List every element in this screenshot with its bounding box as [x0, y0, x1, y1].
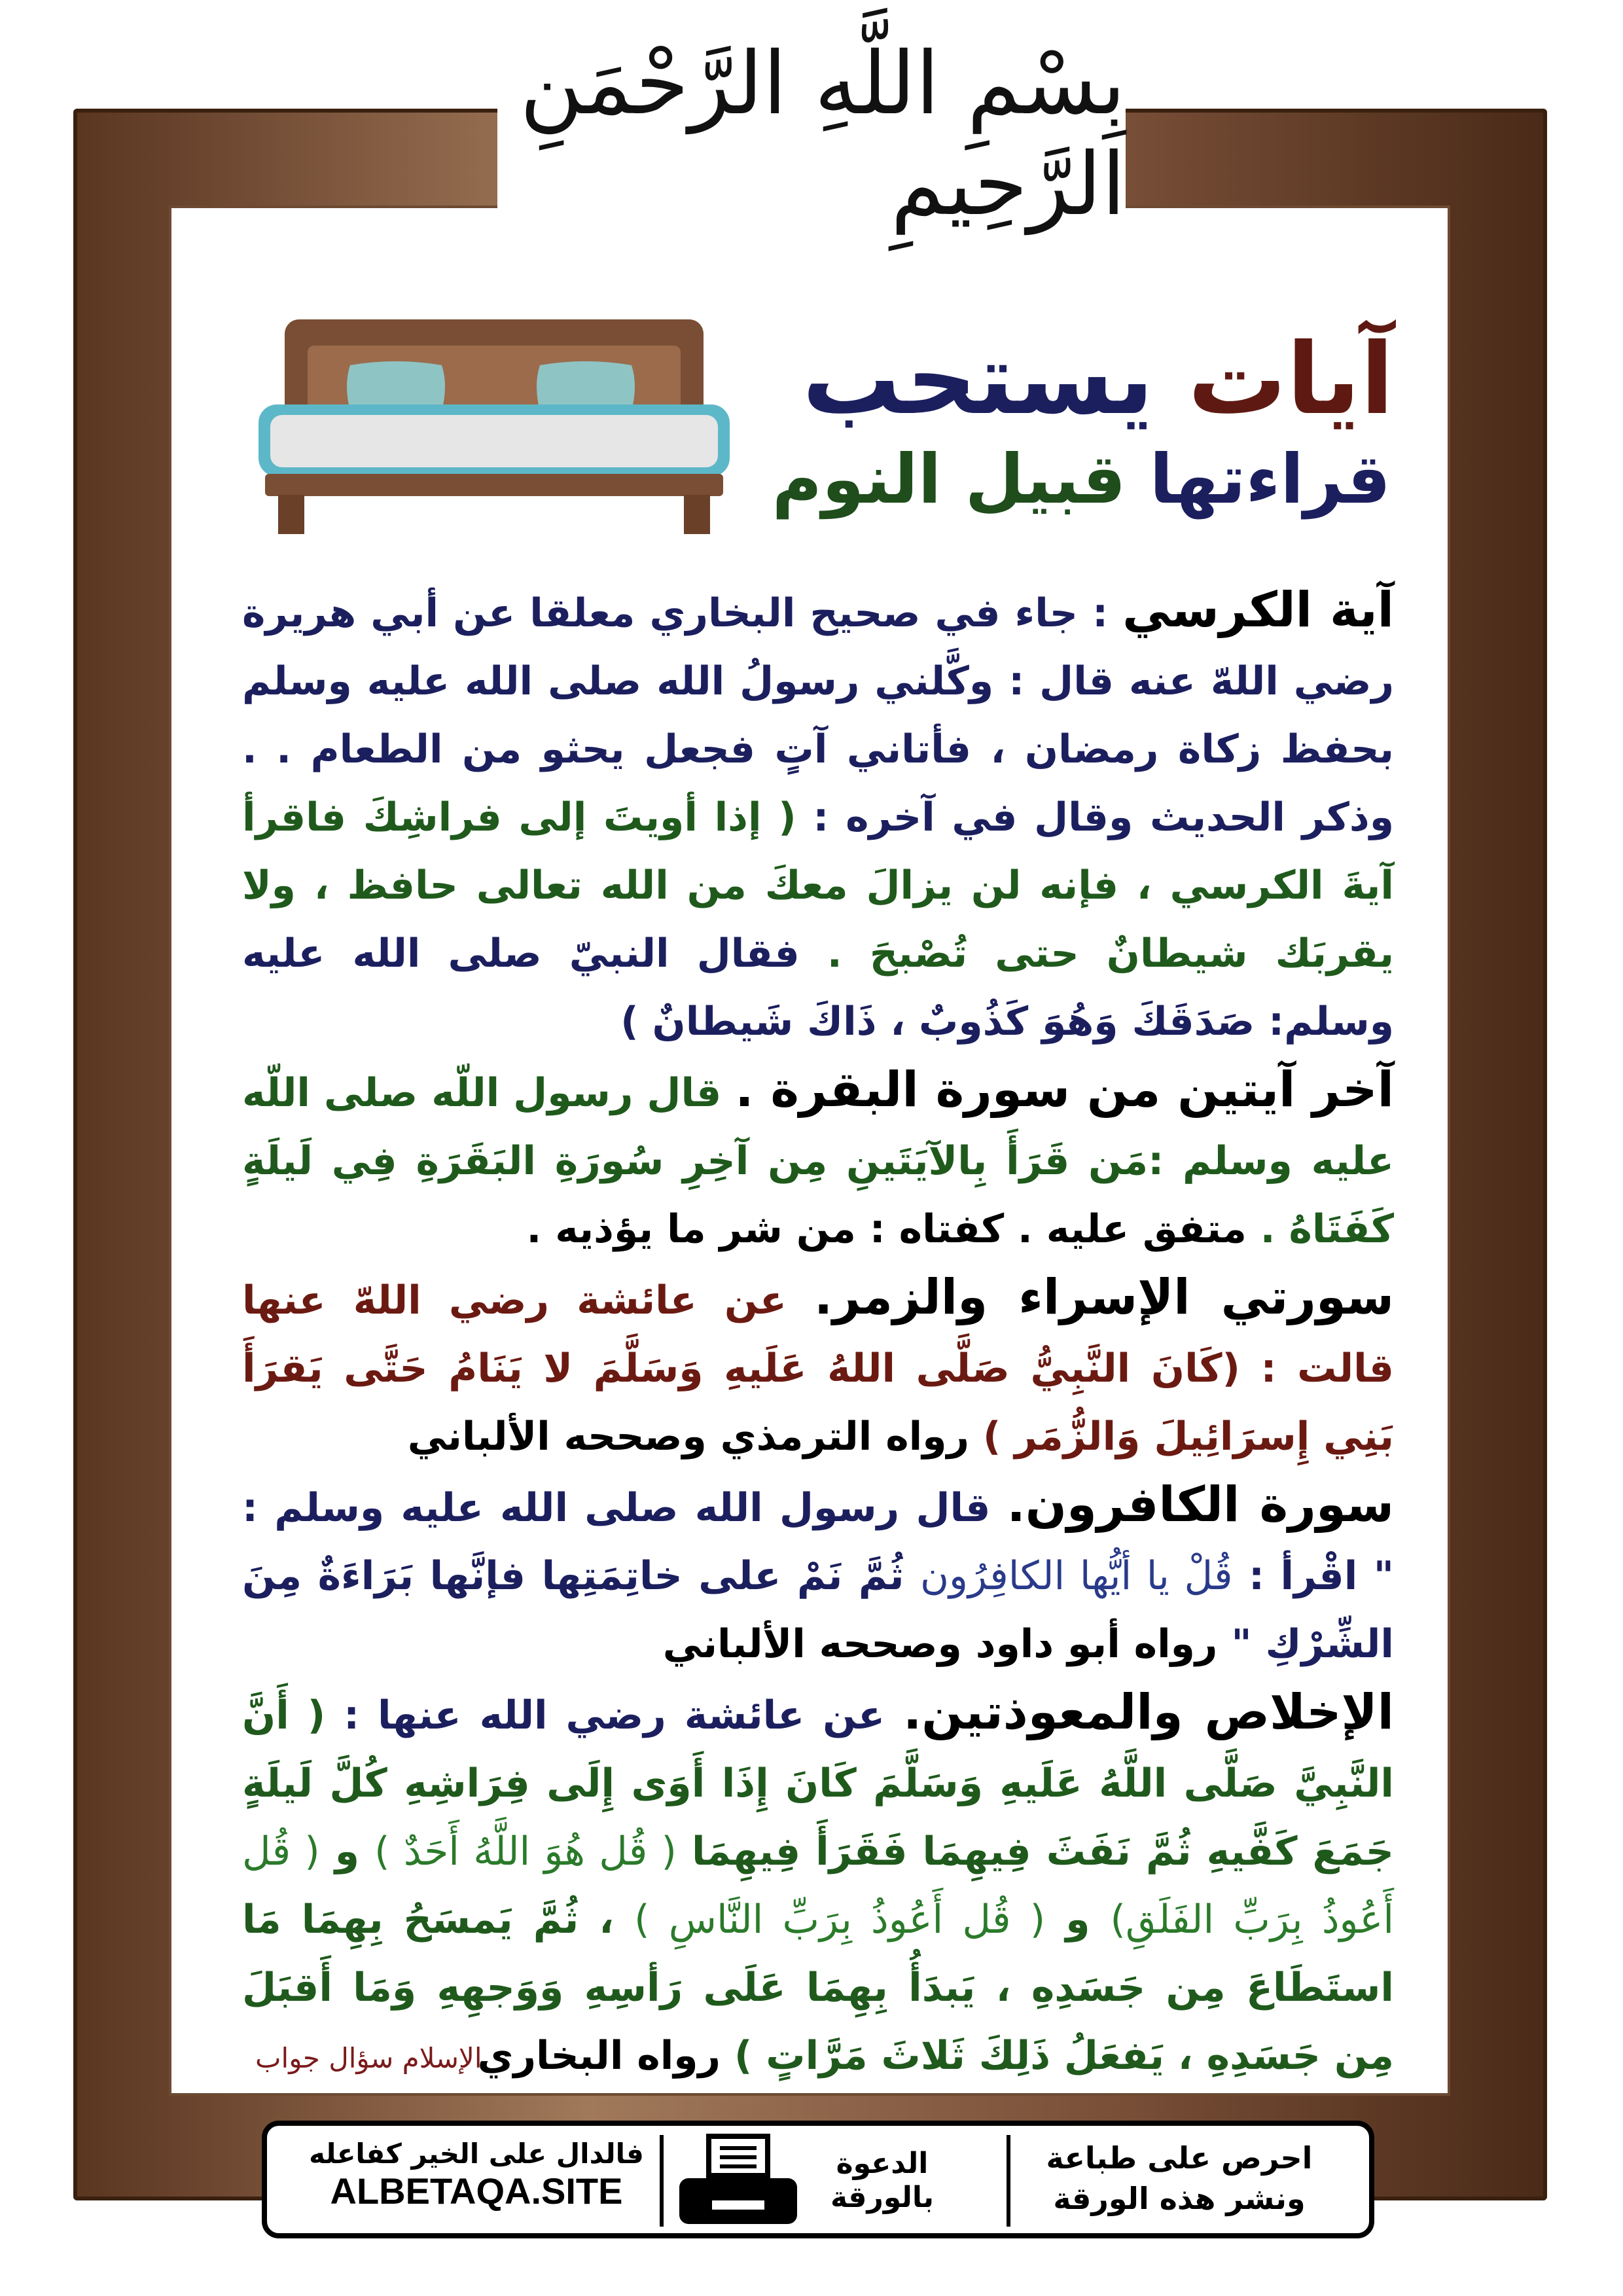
- basmala-banner: [497, 33, 1126, 235]
- divider: [660, 2135, 664, 2227]
- section-heading: سورتي الإسراء والزمر.: [813, 1269, 1394, 1325]
- title-word-qiraatuha: قراءتها: [1149, 439, 1391, 519]
- section-heading: آية الكرسي: [1122, 582, 1394, 638]
- hadith-quote: ، ثُمَّ يَمسَحُ بِهِمَا مَا استَطَاعَ مِن جَسَدِهِ ، يَبدَأُ بِهِمَا عَلَى رَأسِهِ وَوَجهِهِ وَمَا أَقبَلَ مِن جَسَدِهِ ، يَفعَلُ ذَلِكَ ثَلاثَ مَرَّاتٍ ): [242, 1897, 1394, 2079]
- section-ayat-alkursi: [242, 576, 1394, 1056]
- section-tail: رواه الترمذي وصححه الألباني: [407, 1414, 970, 1460]
- logo-line: بالورقة: [830, 2181, 934, 2214]
- article-body: [242, 576, 1394, 2090]
- section-tail: رواه البخاري: [477, 2033, 721, 2079]
- section-text: ثُمَّ نَمْ على خاتِمَتِها فإنَّها بَرَاءَةٌ مِنَ الشِّرْكِ ": [242, 1553, 1394, 1667]
- quran-quote: ( قُل هُوَ اللَّهُ أَحَدٌ ): [374, 1829, 677, 1874]
- quran-quote: ( قُل أَعُوذُ بِرَبِّ النَّاسِ ): [634, 1897, 1046, 1943]
- section-text: : جاء في صحيح البخاري معلقا عن أبي هريرة رضي اللهّ عنه قال : وكَّلني رسولُ الله صلى الله عليه وسلم بحفظ زكاة رمضان ، فأتاني آتٍ فجعل يحثو من الطعام . . وذكر الحديث وقال في آخره :: [242, 590, 1395, 840]
- footer-print-call: [1016, 2138, 1343, 2219]
- page-title-line2: [772, 439, 1391, 519]
- basmala-calligraphy: بِسْمِ اللَّهِ الرَّحْمَنِ الرَّحِيمِ: [520, 33, 1126, 235]
- section-albaqarah: [242, 1056, 1394, 1263]
- hadith-quote: (كَانَ النَّبِيُّ صَلَّى اللهُ عَلَيهِ وَسَلَّمَ لا يَنَامُ حَتَّى يَقرَأَ بَنِي إِسرَائِيلَ وَالزُّمَر ): [242, 1346, 1394, 1460]
- footer-slogan: فالدال على الخير كفاعله: [309, 2138, 644, 2170]
- section-heading: سورة الكافرون.: [1007, 1477, 1394, 1533]
- printer-icon: [673, 2132, 804, 2231]
- section-text: عن عائشة رضي الله عنها :: [344, 1693, 885, 1738]
- section-text: قال رسول اللّه صلى اللّه عليه وسلم: [242, 1070, 1394, 1184]
- quran-quote: ( قُل أَعُوذُ بِرَبِّ الفَلَقِ): [242, 1829, 1395, 1943]
- hadith-quote: ( أَنَّ النَّبِيَّ صَلَّى اللَّهُ عَلَيهِ وَسَلَّمَ كَانَ إِذَا أَوَى إِلَى فِرَاشِهِ كُلَّ لَيلَةٍ جَمَعَ كَفَّيهِ ثُمَّ نَفَثَ فِيهِمَا فَقَرَأَ فِيهِمَا: [242, 1693, 1395, 1874]
- hadith-quote: :مَن قَرَأَ بِالآيَتَينِ مِن آخِرِ سُورَةِ البَقَرَةِ فِي لَيلَةٍ كَفَتَاهُ .: [242, 1138, 1394, 1252]
- page-title-line1: [802, 323, 1394, 437]
- bed-icon: [259, 319, 730, 542]
- section-ikhlas-muawwidhatayn: [242, 1678, 1394, 2090]
- source-credit: الإسلام سؤال جواب: [255, 2042, 482, 2074]
- divider: [1007, 2135, 1010, 2227]
- site-link[interactable]: ALBETAQA.SITE: [330, 2170, 623, 2212]
- logo-line: الدعوة: [836, 2147, 929, 2180]
- title-word-yustahab: يستحب: [802, 323, 1154, 437]
- footer-bar: [262, 2121, 1374, 2238]
- section-tail: رواه أبو داود وصححه الألباني: [662, 1621, 1218, 1667]
- section-heading: الإخلاص والمعوذتين.: [903, 1684, 1395, 1740]
- quran-quote: قُلْ يا أيُّها الكافِرُون: [919, 1553, 1233, 1599]
- footer-site: [293, 2138, 660, 2212]
- section-heading: آخر آيتين من سورة البقرة .: [735, 1062, 1395, 1118]
- section-isra-zumar: [242, 1263, 1394, 1471]
- dawah-logo: [830, 2135, 934, 2227]
- title-word-ayat: آيات: [1188, 323, 1394, 437]
- footer-line: ونشر هذه الورقة: [1053, 2181, 1306, 2216]
- conjunction: و: [334, 1829, 360, 1874]
- footer-line: احرص على طباعة: [1046, 2140, 1313, 2176]
- hadith-quote: ( إذا أويتَ إلى فراشِكَ فاقرأ آيةَ الكرسي ، فإنه لن يزالَ معكَ من الله تعالى حافظ ، ولا يقربَك شيطانٌ حتى تُصْبحَ .: [242, 795, 1395, 977]
- section-text: قال رسول الله صلى الله عليه وسلم : " اقْرأ :: [242, 1485, 1394, 1599]
- section-alkafirun: [242, 1471, 1394, 1678]
- section-tail: فقال النبيّ صلى الله عليه وسلم: صَدَقَكَ وَهُوَ كَذُوبٌ ، ذَاكَ شَيطانٌ ): [242, 931, 1394, 1045]
- title-word-before-sleep: قبيل النوم: [772, 439, 1126, 519]
- section-tail: متفق عليه . كفتاه : من شر ما يؤذيه .: [526, 1206, 1247, 1252]
- section-text: عن عائشة رضي اللهّ عنها قالت :: [242, 1278, 1394, 1391]
- conjunction: و: [1065, 1897, 1090, 1943]
